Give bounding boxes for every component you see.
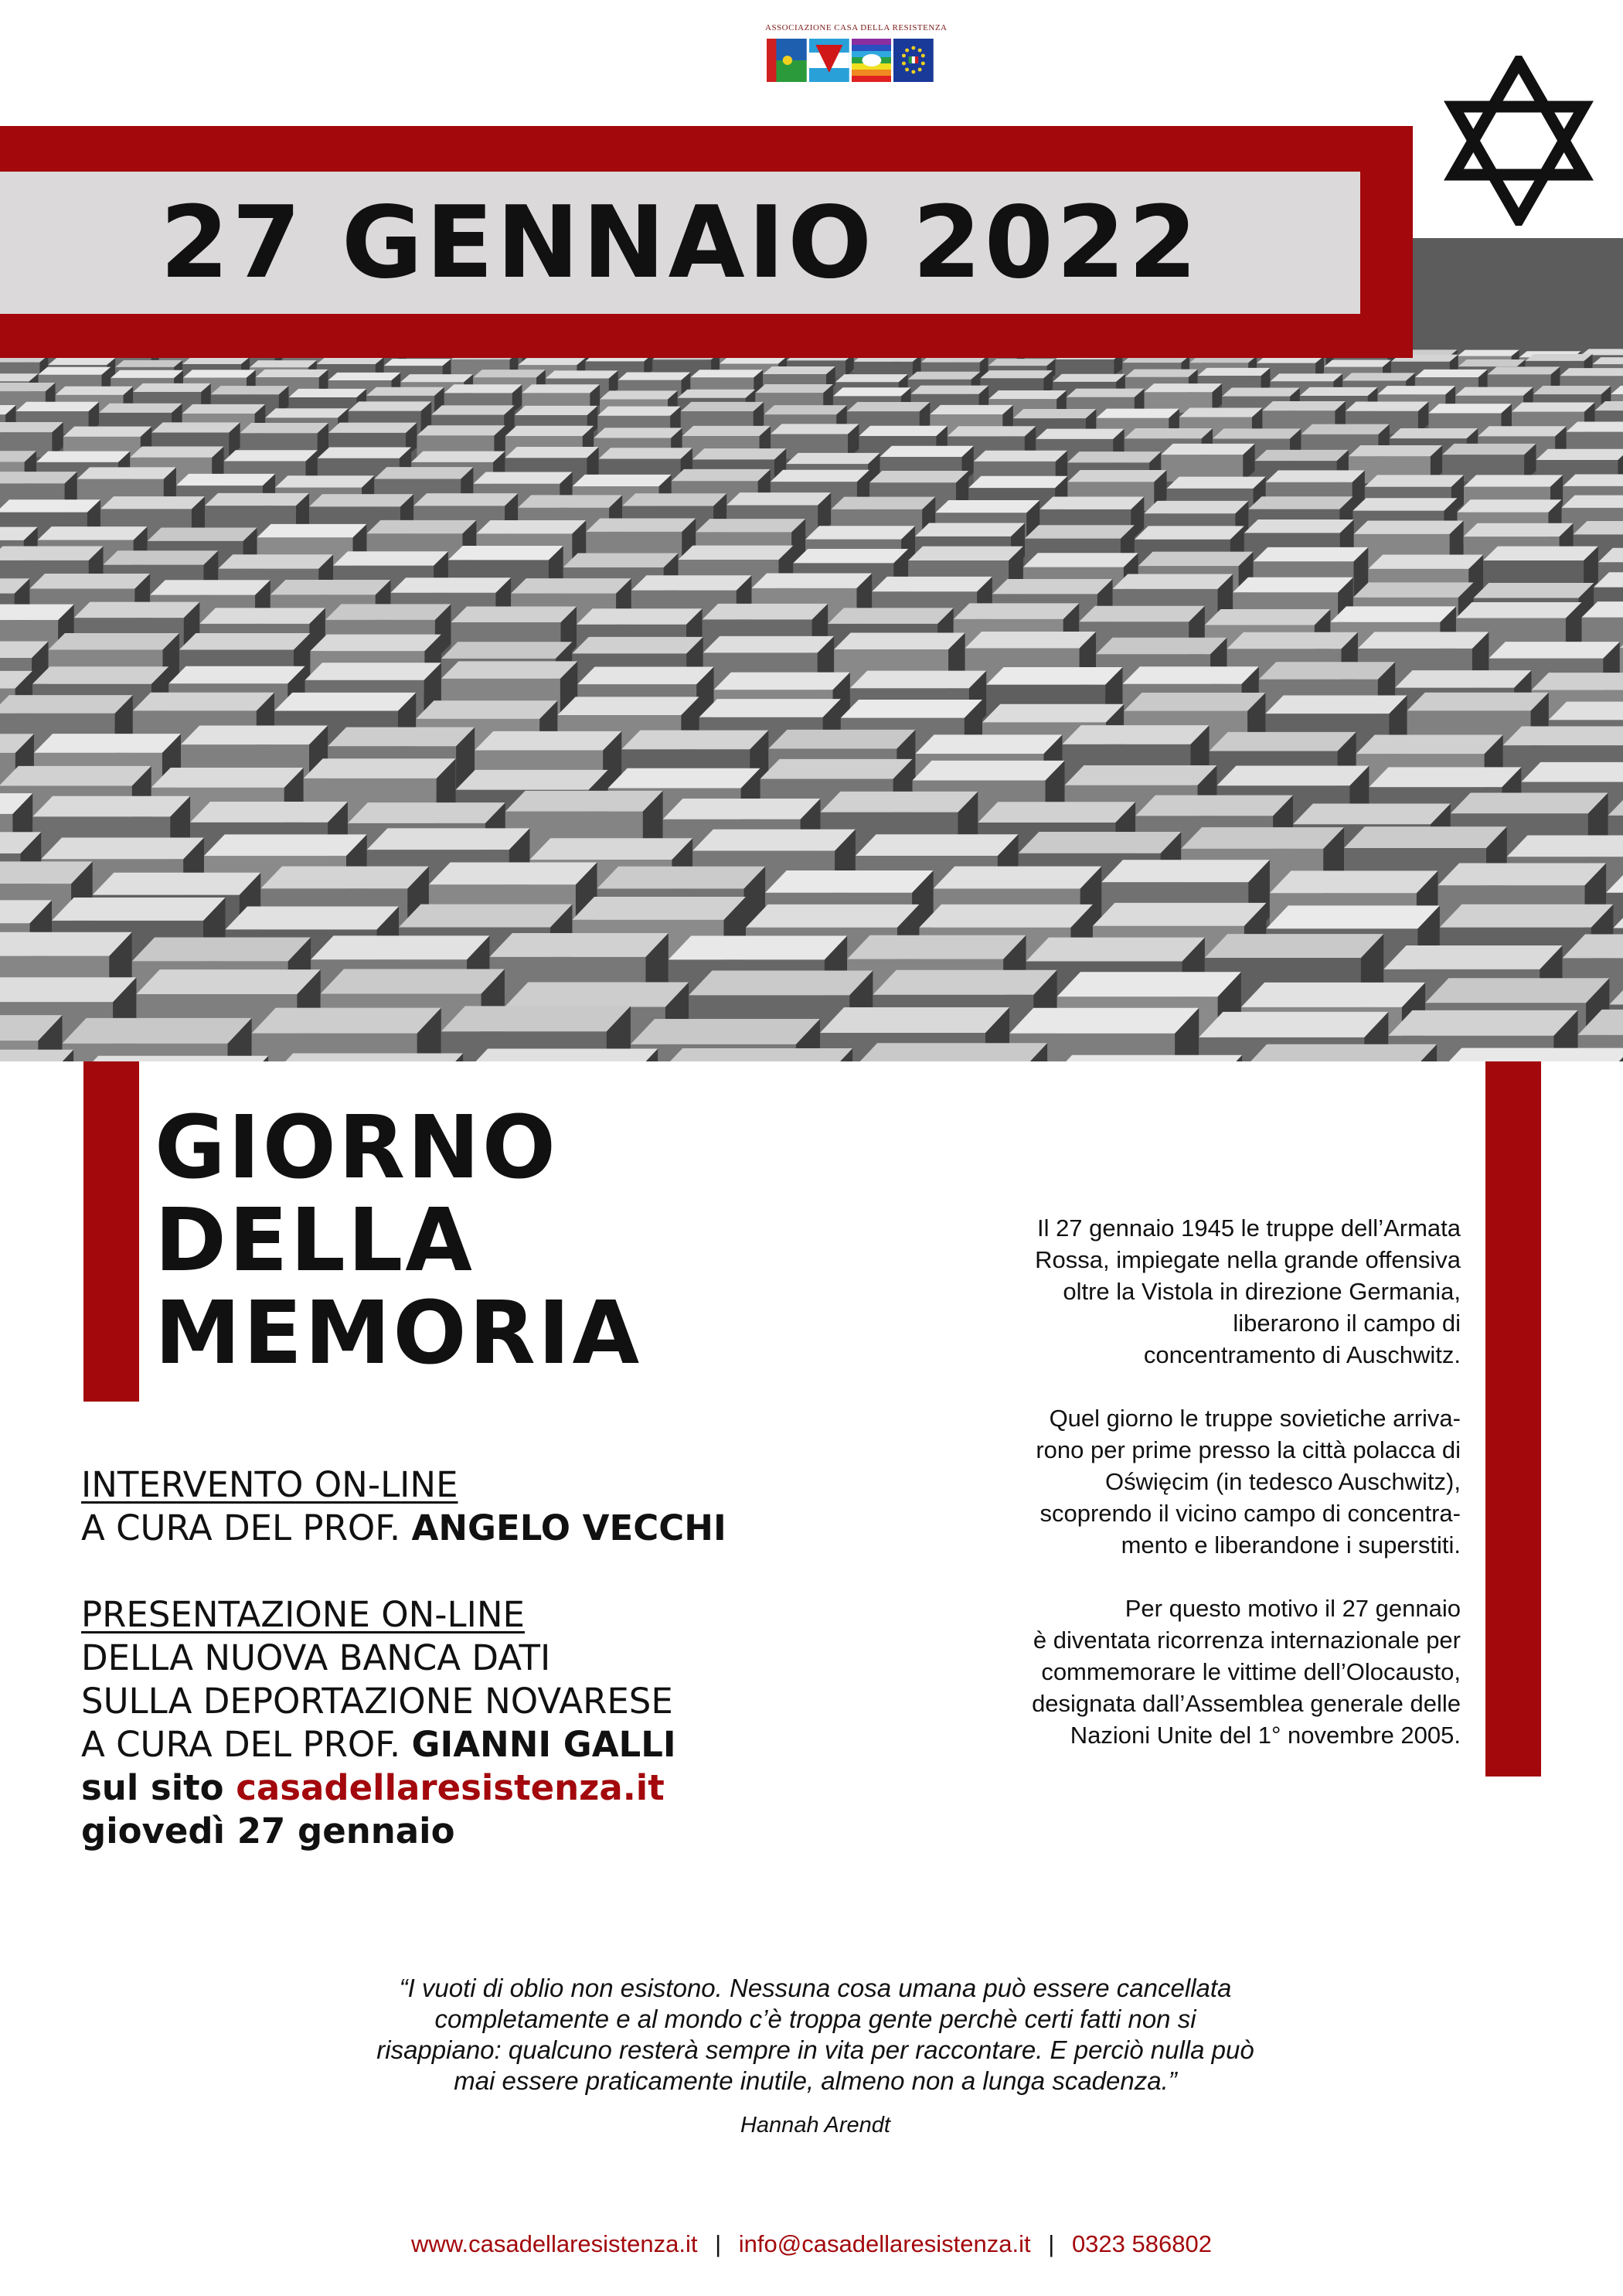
- presentazione-speaker: GIANNI GALLI: [411, 1724, 676, 1765]
- right-red-bar: [1485, 1061, 1541, 1777]
- headline-line-2: DELLA: [155, 1191, 475, 1291]
- history-line: Oświęcim (in tedesco Auschwitz),: [1105, 1468, 1461, 1495]
- intervento-label: INTERVENTO ON-LINE: [81, 1464, 458, 1505]
- memorial-photo: [0, 238, 1623, 1061]
- history-paragraph-2: [873, 1402, 1461, 1561]
- site-prefix: sul sito: [81, 1767, 224, 1808]
- logo-flag-3: [852, 39, 892, 82]
- history-line: Per questo motivo il 27 gennaio: [1125, 1595, 1461, 1622]
- presentazione-cura-prefix: A CURA DEL PROF.: [81, 1724, 401, 1765]
- presentazione-line-2: DELLA NUOVA BANCA DATI: [81, 1637, 551, 1678]
- footer-website-link[interactable]: www.casadellaresistenza.it: [411, 2230, 698, 2257]
- history-line: scoprendo il vicino campo di concentra-: [1039, 1500, 1461, 1527]
- quote-line: mai essere praticamente inutile, almeno non a lunga scadenza.”: [454, 2066, 1177, 2095]
- site-line: [81, 1766, 839, 1810]
- association-flags-logo: [767, 39, 934, 82]
- history-line: è diventata ricorrenza internazionale per: [1033, 1627, 1461, 1654]
- site-link[interactable]: casadellaresistenza.it: [236, 1767, 665, 1808]
- star-of-david-icon: [1441, 56, 1596, 226]
- intervento-speaker: ANGELO VECCHI: [411, 1507, 726, 1548]
- events-list: [81, 1463, 839, 1853]
- logo-text: ASSOCIAZIONE CASA DELLA RESISTENZA: [765, 23, 948, 32]
- logo-flag-2: [809, 39, 849, 82]
- association-logo: [765, 23, 948, 93]
- footer-phone: 0323 586802: [1071, 2230, 1212, 2257]
- history-line: liberarono il campo di: [1233, 1310, 1461, 1337]
- quote-line: “I vuoti di oblio non esistono. Nessuna cosa umana può essere cancellata: [399, 1974, 1232, 2002]
- quote-line: risappiano: qualcuno resterà sempre in vita per raccontare. E perciò nulla può: [376, 2035, 1254, 2064]
- history-line: Rossa, impiegate nella grande offensiva: [1035, 1246, 1461, 1273]
- quote-author: Hannah Arendt: [740, 2113, 890, 2138]
- page-title-date: 27 GENNAIO 2022: [160, 185, 1200, 301]
- presentazione-line-3: SULLA DEPORTAZIONE NOVARESE: [81, 1681, 673, 1722]
- intervento-curator: [81, 1507, 839, 1550]
- logo-flag-1: [767, 39, 807, 82]
- event-intervento: [81, 1463, 839, 1550]
- intervento-cura-prefix: A CURA DEL PROF.: [81, 1507, 401, 1548]
- left-red-bar: [83, 1061, 139, 1402]
- presentazione-label: PRESENTAZIONE ON-LINE: [81, 1594, 525, 1635]
- history-line: concentramento di Auschwitz.: [1143, 1341, 1461, 1368]
- headline-line-1: GIORNO: [155, 1098, 558, 1198]
- history-line: mento e liberandone i superstiti.: [1121, 1531, 1461, 1558]
- history-text: [873, 1212, 1461, 1783]
- event-presentazione: [81, 1593, 839, 1853]
- footer-contacts: [0, 2230, 1623, 2258]
- history-line: designata dall’Assemblea generale delle: [1032, 1690, 1461, 1717]
- history-line: commemorare le vittime dell’Olocausto,: [1041, 1658, 1461, 1685]
- history-line: oltre la Vistola in direzione Germania,: [1063, 1278, 1461, 1305]
- logo-flag-4: [893, 39, 934, 82]
- footer-email-link[interactable]: info@casadellaresistenza.it: [738, 2230, 1031, 2257]
- history-line: Quel giorno le truppe sovietiche arriva-: [1049, 1405, 1461, 1432]
- quote: [294, 1973, 1337, 2097]
- history-paragraph-1: [873, 1212, 1461, 1371]
- history-line: rono per prime presso la città polacca di: [1036, 1436, 1461, 1463]
- presentazione-curator: [81, 1723, 839, 1766]
- history-paragraph-3: [873, 1593, 1461, 1751]
- footer-separator: |: [715, 2230, 722, 2257]
- history-line: Nazioni Unite del 1° novembre 2005.: [1070, 1722, 1461, 1749]
- event-date: giovedì 27 gennaio: [81, 1811, 455, 1851]
- history-line: Il 27 gennaio 1945 le truppe dell’Armata: [1036, 1214, 1461, 1242]
- headline-line-3: MEMORIA: [155, 1283, 642, 1384]
- quote-line: completamente e al mondo c’è troppa gente perchè certi fatti non si: [434, 2005, 1196, 2033]
- footer-separator: |: [1048, 2230, 1055, 2257]
- headline: [155, 1098, 927, 1384]
